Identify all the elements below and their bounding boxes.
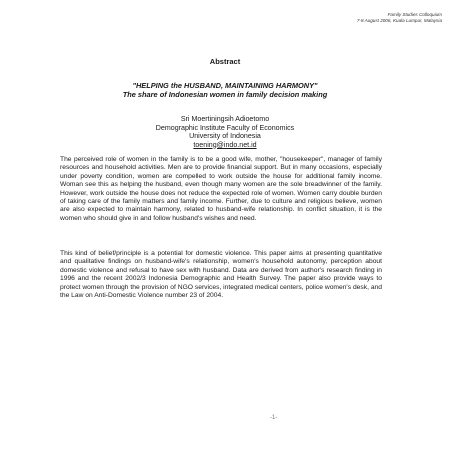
author-name: Sri Moertiningsih Adioetomo xyxy=(180,115,270,123)
author-affiliation: Demographic Institute Faculty of Economics xyxy=(155,123,295,132)
author-university: University of Indonesia xyxy=(189,132,261,140)
abstract-heading: Abstract xyxy=(209,57,241,66)
abstract-paragraph-1: The perceived role of women in the family is to be a good wife, mother, "housekeeper", manager of family resources and household activities. Men are to provide financial support. But in many occasions, especially under poverty condition, women are compelled to work outside the house for additional family income. Woman see this as helping the husband, even though many women are the sole breadwinner of the family. However, work outside the house does not reduce the expected role of women. Women carry double burden of taking care of the family matters and family income. Further, due to culture and religious believe, women are also expected to maintain harmony, related to husband-wife relationship. In conflict situation, it is the women who should give in and follow husband's wishes and need. xyxy=(60,156,382,222)
abstract-paragraph-2: This kind of belief/principle is a potential for domestic violence. This paper aims at presenting quantitative and qualitative findings on husband-wife's relationship, women's household autonomy, perception about domestic violence and refusal to have sex with husband. Data are derived from author's research finding in 1996 and the recent 2002/3 Indonesia Demographic and Health Survey. The paper also provide ways to protect women through the provision of NGO services, integrated medical centers, police women's desk, and the Law on Anti-Domestic Violence number 23 of 2004. xyxy=(60,250,382,300)
page-number: -1- xyxy=(270,415,278,421)
paper-title xyxy=(0,81,450,99)
author-block xyxy=(0,115,450,149)
conference-date-location: 7-8 August 2006, Kuala Lumpur, Malaysia xyxy=(356,18,442,23)
paper-title-sub: The share of Indonesian women in family decision making xyxy=(122,90,328,99)
conference-name: Family Studies Colloquium xyxy=(387,12,442,17)
conference-header xyxy=(357,12,442,24)
paper-title-main: "HELPING the HUSBAND, MAINTAINING HARMONY" xyxy=(132,81,318,90)
author-email: toening@indo.net.id xyxy=(193,140,257,149)
